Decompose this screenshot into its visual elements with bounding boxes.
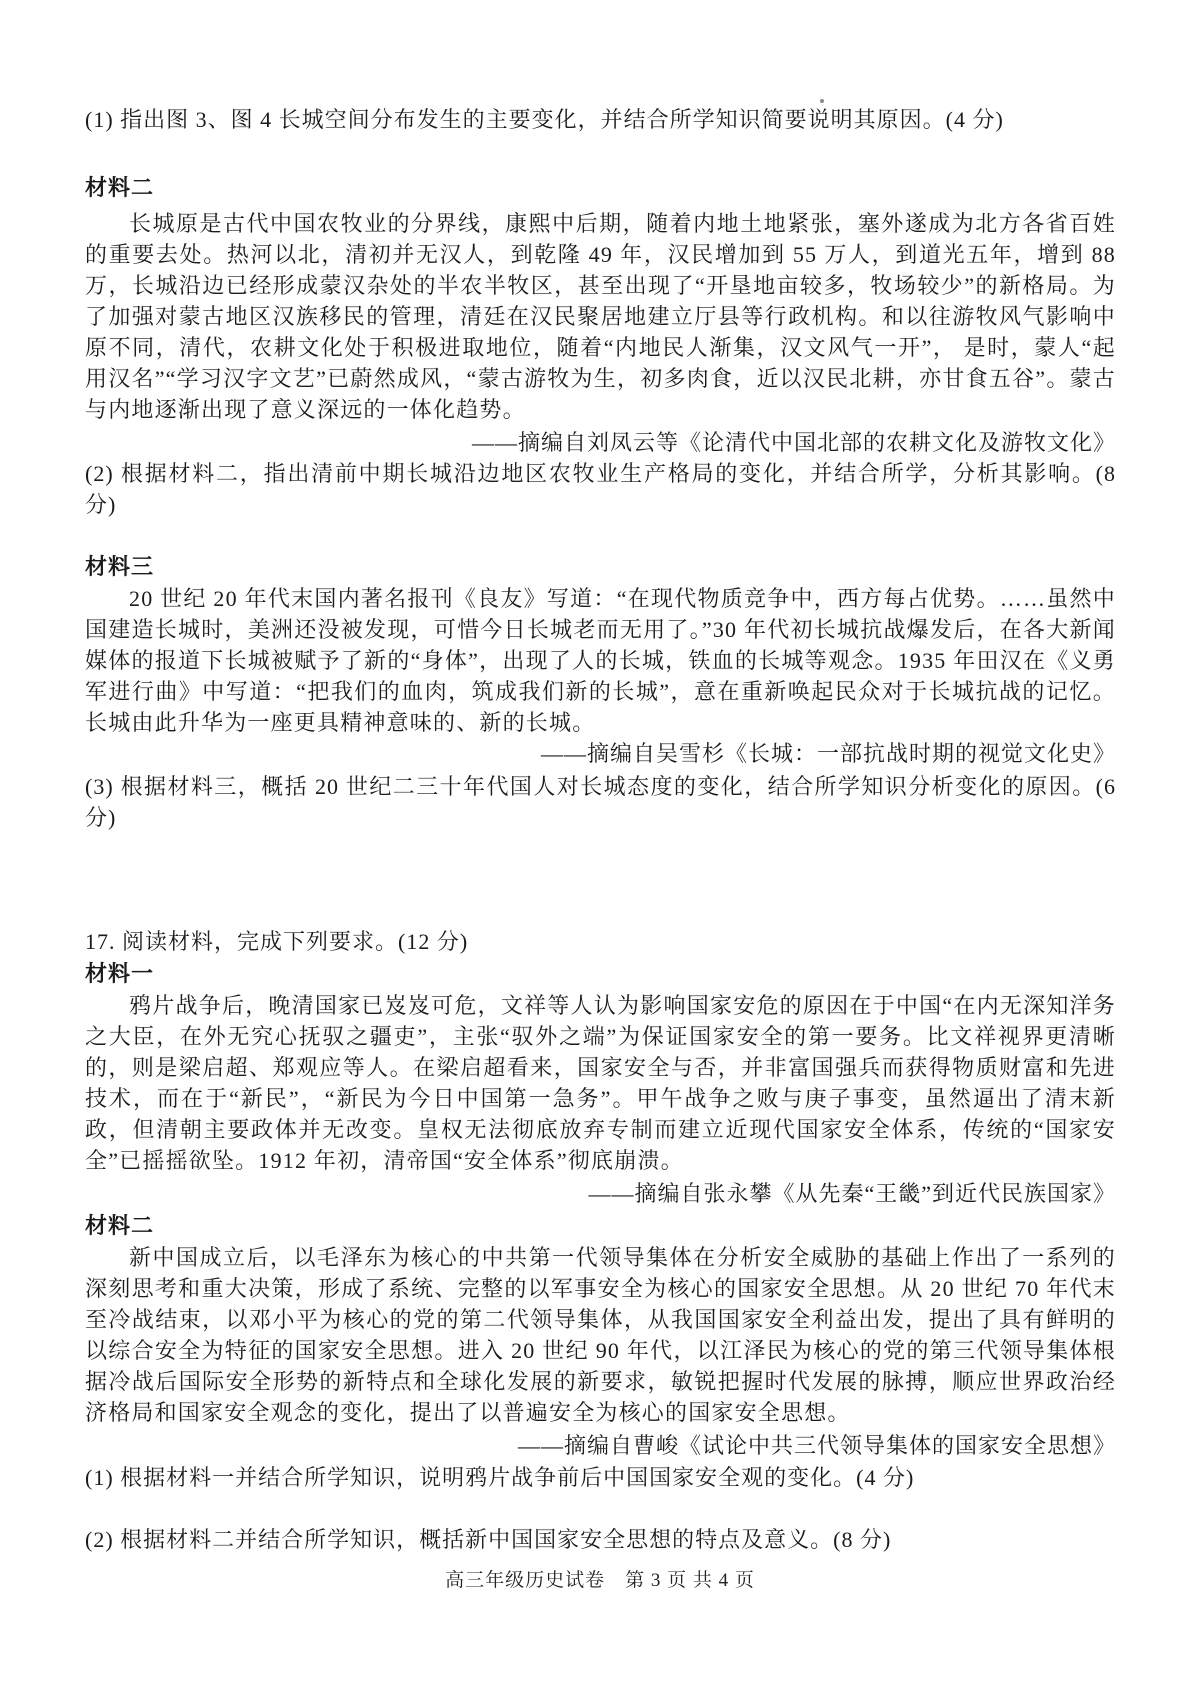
material-2-heading: 材料二 [85, 175, 155, 200]
question-17-part1: (1) 根据材料一并结合所学知识，说明鸦片战争前后中国国家安全观的变化。(4 分) [85, 1465, 915, 1490]
question-17-part2: (2) 根据材料二并结合所学知识，概括新中国国家安全思想的特点及意义。(8 分) [85, 1527, 892, 1552]
material-3-heading: 材料三 [85, 554, 155, 579]
material-2-source: ——摘编自刘凤云等《论清代中国北部的农耕文化及游牧文化》 [471, 430, 1116, 455]
q17-material-2-heading: 材料二 [85, 1213, 155, 1238]
material-3-source: ——摘编自吴雪杉《长城：一部抗战时期的视觉文化史》 [540, 741, 1116, 766]
material-3-paragraph: 20 世纪 20 年代末国内著名报刊《良友》写道：“在现代物质竞争中，西方每占优势。……虽然中国建造长城时，美洲还没被发现，可惜今日长城老而无用了。”30 年代初长城抗战爆发后，在各大新闻媒体的报道下长城被赋予了新的“身体”，出现了人的长城，铁血的长城等观念。1935 年田汉在《义勇军进行曲》中写道：“把我们的血肉，筑成我们新的长城”，意在重新唤起民众对于长城抗战的记忆。长城由此升华为一座更具精神意味的、新的长城。 [85, 586, 1116, 735]
page-footer: 高三年级历史试卷 第 3 页 共 4 页 [445, 1570, 755, 1591]
q17-material-2-source: ——摘编自曹峻《试论中共三代领导集体的国家安全思想》 [517, 1433, 1116, 1458]
page-content [85, 0, 1116, 1555]
q17-material-1-heading: 材料一 [85, 961, 155, 986]
q17-material-1-paragraph: 鸦片战争后，晚清国家已岌岌可危，文祥等人认为影响国家安危的原因在于中国“在内无深知洋务之大臣，在外无究心抚驭之疆吏”，主张“驭外之端”为保证国家安全的第一要务。比文祥视界更清晰的，则是梁启超、郑观应等人。在梁启超看来，国家安全与否，并非富国强兵而获得物质财富和先进技术，而在于“新民”，“新民为今日中国第一急务”。甲午战争之败与庚子事变，虽然逼出了清末新政，但清朝主要政体并无改变。皇权无法彻底放弃专制而建立近现代国家安全体系，传统的“国家安全”已摇摇欲坠。1912 年初，清帝国“安全体系”彻底崩溃。 [85, 993, 1116, 1173]
q17-material-1-source: ——摘编自张永攀《从先秦“王畿”到近代民族国家》 [588, 1181, 1116, 1206]
material-2-paragraph: 长城原是古代中国农牧业的分界线，康熙中后期，随着内地土地紧张，塞外遂成为北方各省百姓的重要去处。热河以北，清初并无汉人，到乾隆 49 年，汉民增加到 55 万人，到道光五年，增到 88 万，长城沿边已经形成蒙汉杂处的半农半牧区，甚至出现了“开垦地亩较多，牧场较少”的新格局。为了加强对蒙古地区汉族移民的管理，清廷在汉民聚居地建立厅县等行政机构。和以往游牧风气影响中原不同，清代，农耕文化处于积极进取地位，随着“内地民人渐集，汉文风气一开”， 是时，蒙人“起用汉名”“学习汉字文艺”已蔚然成风，“蒙古游牧为生，初多肉食，近以汉民北耕，亦甘食五谷”。蒙古与内地逐渐出现了意义深远的一体化趋势。 [85, 211, 1116, 422]
question-16-part1: (1) 指出图 3、图 4 长城空间分布发生的主要变化，并结合所学知识简要说明其原因。(4 分) [85, 107, 1004, 132]
question-16-part3: (3) 根据材料三，概括 20 世纪二三十年代国人对长城态度的变化，结合所学知识分析变化的原因。(6 分) [85, 774, 1116, 830]
q17-material-2-paragraph: 新中国成立后，以毛泽东为核心的中共第一代领导集体在分析安全威胁的基础上作出了一系列的深刻思考和重大决策，形成了系统、完整的以军事安全为核心的国家安全思想。从 20 世纪 70 年代末至冷战结束，以邓小平为核心的党的第二代领导集体，从我国国家安全利益出发，提出了具有鲜明的以综合安全为特征的国家安全思想。进入 20 世纪 90 年代，以江泽民为核心的党的第三代领导集体根据冷战后国际安全形势的新特点和全球化发展的新要求，敏锐把握时代发展的脉搏，顺应世界政治经济格局和国家安全观念的变化，提出了以普遍安全为核心的国家安全思想。 [85, 1245, 1116, 1425]
question-17-stem: 17. 阅读材料，完成下列要求。(12 分) [85, 929, 469, 954]
question-16-part2: (2) 根据材料二，指出清前中期长城沿边地区农牧业生产格局的变化，并结合所学，分析其影响。(8 分) [85, 461, 1116, 517]
